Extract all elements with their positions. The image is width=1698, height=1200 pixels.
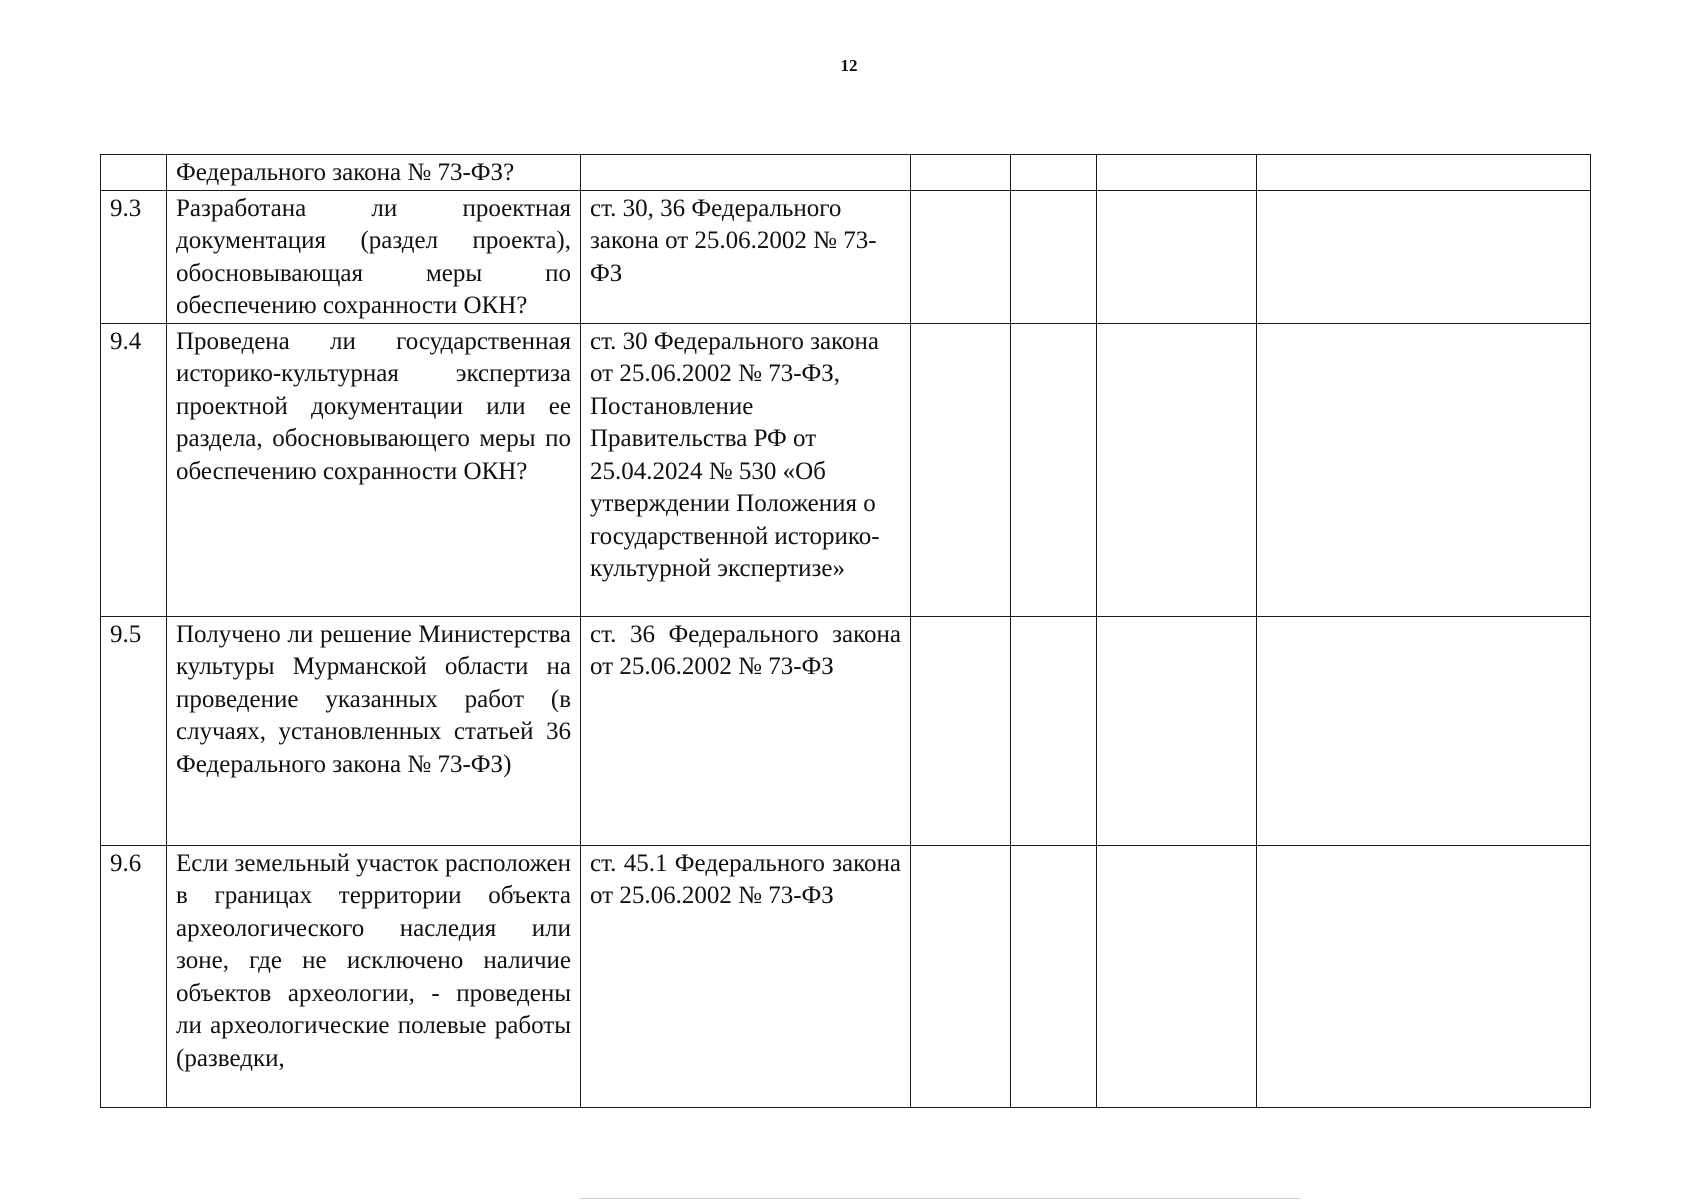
- answer-yes-cell: [911, 190, 1011, 323]
- answer-yes-cell: [911, 155, 1011, 191]
- note-cell: [1257, 845, 1591, 1107]
- requirement-text: Получено ли решение Министерства культуры Мурманской области на проведение указанных работ (в случаях, установленных статьей 36 Федерального закона № 73-ФЗ): [167, 616, 581, 845]
- answer-yes-cell: [911, 323, 1011, 616]
- answer-no-cell: [1011, 845, 1097, 1107]
- answer-not-applicable-cell: [1097, 323, 1257, 616]
- table-row: [101, 155, 1591, 191]
- note-cell: [1257, 616, 1591, 845]
- answer-no-cell: [1011, 190, 1097, 323]
- table-row: [101, 845, 1591, 1107]
- requirement-text: Если земельный участок расположен в границах территории объекта археологического наследия или зоне, где не исключено наличие объектов археологии, - проведены ли археологические полевые работы (разведки,: [167, 845, 581, 1107]
- table-row: [101, 190, 1591, 323]
- legal-basis: ст. 36 Федерального закона от 25.06.2002 № 73-ФЗ: [581, 616, 911, 845]
- item-number: 9.6: [101, 845, 167, 1107]
- answer-yes-cell: [911, 845, 1011, 1107]
- answer-yes-cell: [911, 616, 1011, 845]
- item-number: 9.5: [101, 616, 167, 845]
- answer-no-cell: [1011, 323, 1097, 616]
- checklist-table: [100, 154, 1591, 1108]
- legal-basis: [581, 155, 911, 191]
- table-row: [101, 323, 1591, 616]
- item-number: [101, 155, 167, 191]
- item-number: 9.4: [101, 323, 167, 616]
- note-cell: [1257, 155, 1591, 191]
- requirement-text: Разработана ли проектная документация (раздел проекта), обосновывающая меры по обеспечению сохранности ОКН?: [167, 190, 581, 323]
- page-number: 12: [840, 56, 858, 75]
- requirement-text: Проведена ли государственная историко-культурная экспертиза проектной документации или ее раздела, обосновывающего меры по обеспечению сохранности ОКН?: [167, 323, 581, 616]
- legal-basis: ст. 45.1 Федерального закона от 25.06.2002 № 73-ФЗ: [581, 845, 911, 1107]
- page-bottom-rule: [580, 1198, 1300, 1199]
- answer-not-applicable-cell: [1097, 155, 1257, 191]
- answer-not-applicable-cell: [1097, 616, 1257, 845]
- legal-basis: ст. 30, 36 Федерального закона от 25.06.2002 № 73-ФЗ: [581, 190, 911, 323]
- requirement-text: Федерального закона № 73-ФЗ?: [167, 155, 581, 191]
- legal-basis: ст. 30 Федерального закона от 25.06.2002 № 73-ФЗ, Постановление Правительства РФ от 25.04.2024 № 530 «Об утверждении Положения о государственной историко-культурной экспертизе»: [581, 323, 911, 616]
- note-cell: [1257, 190, 1591, 323]
- answer-no-cell: [1011, 155, 1097, 191]
- note-cell: [1257, 323, 1591, 616]
- item-number: 9.3: [101, 190, 167, 323]
- answer-not-applicable-cell: [1097, 190, 1257, 323]
- answer-no-cell: [1011, 616, 1097, 845]
- answer-not-applicable-cell: [1097, 845, 1257, 1107]
- table-row: [101, 616, 1591, 845]
